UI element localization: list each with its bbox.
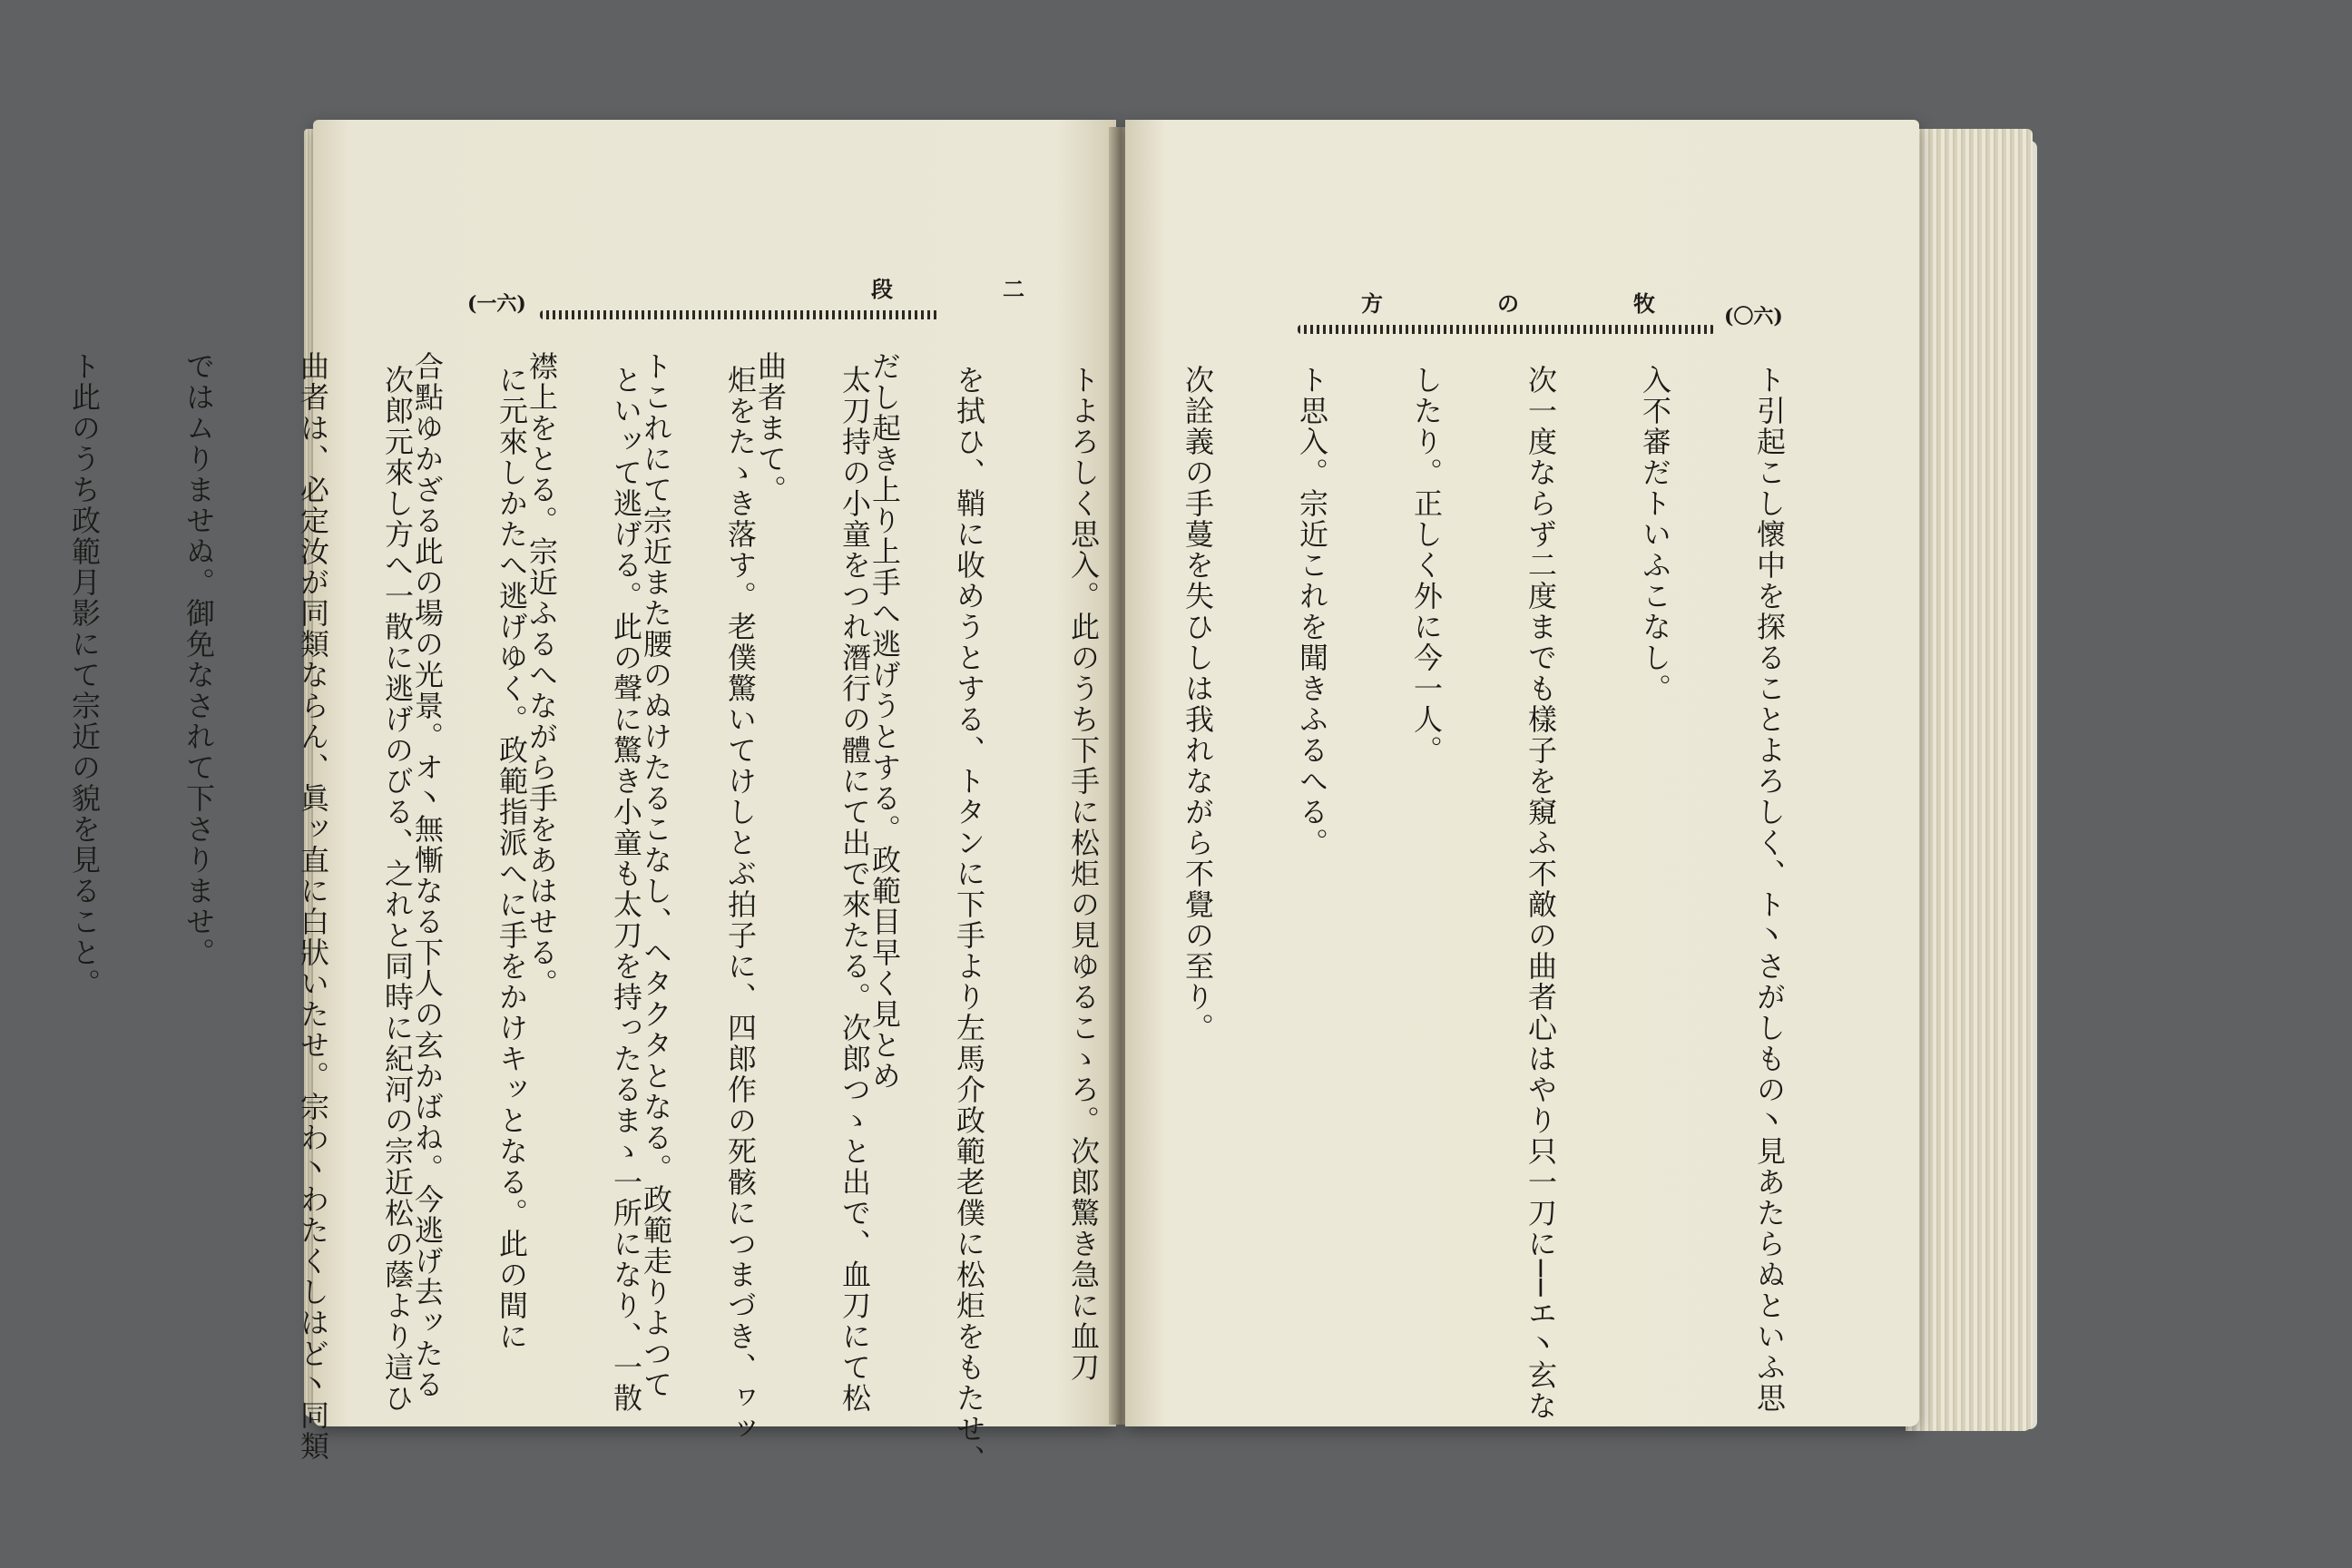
text-column: ト引起こし懷中を探ることよろしく、ト丶さがしもの丶見あたらぬといふ思	[1752, 365, 1787, 1414]
text-column: 襟上をとる。宗近ふるへながら手をあはせる。	[524, 351, 559, 999]
text-column: 合點ゆかざる此の場の光景。オ丶無慚なる下人の玄かばね。今逃げ去ッたる	[410, 351, 445, 1400]
text-column: 曲者まて。	[753, 351, 788, 505]
text-column: ト此のうち政範月影にて宗近の貌を見ること。	[67, 351, 102, 999]
right-page-edges	[1906, 129, 2033, 1431]
right-page-number: (〇六)	[1724, 305, 1783, 328]
left-header-char-2: 二	[1003, 275, 1024, 302]
right-header-char-1: 牧	[1633, 289, 1655, 317]
left-header-char-1: 段	[871, 275, 893, 302]
left-header-rule	[540, 310, 939, 319]
text-column: したり。正しく外に今一人。	[1409, 365, 1444, 766]
text-column: を拭ひ、鞘に收めうとする、トタンに下手より左馬介政範老僕に松炬をもたせ、	[952, 365, 986, 1475]
text-column: 炬をたゝき落す。老僕驚いてけしとぶ拍子に、四郎作の死骸につまづき、ヮッ	[723, 365, 758, 1445]
text-column: 次一度ならず二度までも樣子を窺ふ不敵の曲者心はやり只一刀に──エ丶玄な	[1524, 365, 1558, 1422]
right-header-char-3: 方	[1361, 289, 1383, 317]
text-column: ではムりませぬ。御免なされて下さりませ。	[181, 351, 216, 968]
text-column: 曲者は、必定汝が同類ならん、眞ッ直に白狀いたせ。宗わ丶わたくしはど丶同類	[296, 351, 330, 1462]
text-column: 入不審だトいふこなし。	[1638, 365, 1672, 704]
text-column: ト思入。宗近これを聞きふるへる。	[1295, 365, 1329, 858]
text-column: 太刀持の小童をつれ潛行の體にて出で來たる。次郎つゝと出で、血刀にて松	[838, 365, 872, 1414]
right-header-char-2: の	[1497, 289, 1519, 317]
text-column: 次郎元來し方へ一散に逃げのびる、之れと同時に紀河の宗近松の蔭より這ひ	[380, 365, 415, 1414]
right-header-rule	[1298, 325, 1715, 334]
text-column: 次詮義の手蔓を失ひしは我れながら不覺の至り。	[1181, 365, 1215, 1044]
text-column: だし起き上り上手へ逃げうとする。政範目早く見とめ	[867, 351, 902, 1092]
left-page-number: (一六)	[467, 292, 526, 316]
right-body-text	[302, 365, 1865, 1475]
text-column: に元來しかたへ逃げゆく。政範指派へに手をかけキッとなる。此の間に	[495, 365, 529, 1352]
text-column: トこれにて宗近また腰のぬけたるこなし、ヘタクタとなる。政範走りよつて	[639, 351, 673, 1400]
text-column: といッて逃げる。此の聲に驚き小童も太刀を持ったるまゝ一所になり、一散	[609, 365, 643, 1414]
text-column: トよろしく思入。此のうち下手に松炬の見ゆるこゝろ。次郎驚き急に血刀	[1066, 365, 1101, 1383]
